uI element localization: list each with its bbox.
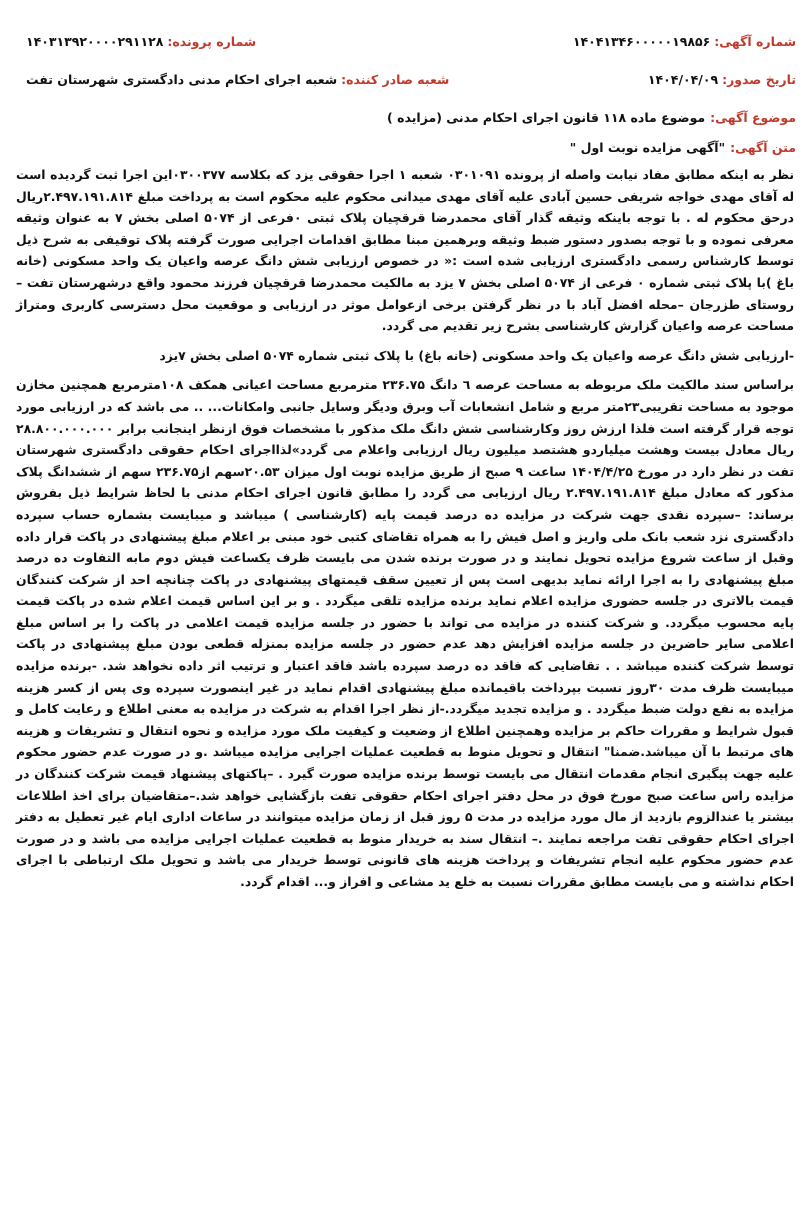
notice-paragraph-intro: نظر به اینکه مطابق مفاد نیابت واصله از پرونده ۰۳۰۱۰۹۱ شعبه ۱ اجرا حقوقی یزد که بکلاسه ۰۳۰۰۳۷۷این اجرا ثبت گردیده است له آقای مهدی خواجه شریفی حسین آبادی علیه آقای مهدی میدانی محکوم علیه محکوم است به پرداخت مبلغ ۲.۴۹۷.۱۹۱.۸۱۴ریال درحق محکوم له . با توجه باینکه وثیقه گذار آقای محمدرضا قرقچیان پلاک ثبتی ۰فرعی از ۵۰۷۴ اصلی بخش ۷ به عنوان وثیقه معرفی نموده و با توجه بصدور دستور ضبط وثیقه وبرهمین مبنا مطابق اقدامات اجرایی صورت گرفته پلاک توقیفی به شرح ذیل توسط کارشناس رسمی دادگستری ارزیابی شده است :« در خصوص ارزیابی شش دانگ عرصه واعیان یک واحد مسکونی (خانه باغ )با پلاک ثبتی شماره ۰ فرعی از ۵۰۷۴ اصلی بخش ۷ یزد به مالکیت محمدرضا قرقچیان فرزند محمود واقع درشهرستان تفت –روستای طزرجان –محله افضل آباد با در نظر گرفتن برخی ازعوامل موثر در ارزیابی و موقعیت محل دسترسی کاربری ومتراژ مساحت عرصه واعیان گزارش کارشناسی بشرح زیر تقدیم می گردد. (16, 167, 794, 334)
issuer (12, 72, 449, 87)
issue-date-value: ۱۴۰۴/۰۴/۰۹ (647, 71, 719, 87)
notice-text-heading-row (12, 132, 796, 162)
notice-number-value: ۱۴۰۴۱۳۴۶۰۰۰۰۰۱۹۸۵۶ (572, 33, 711, 49)
notice-text-heading: "آگهی مزایده نوبت اول " (569, 139, 726, 155)
notice-body (12, 164, 796, 893)
issue-date (648, 72, 796, 87)
notice-paragraph-terms: براساس سند مالکیت ملک مربوطه به مساحت عرصه ٦ دانگ ۲۳۶.۷۵ مترمربع مساحت اعیانی همکف ۱۰۸مترمربع همچنین مخازن موجود به مساحت تقریبی۲۳متر مربع و شامل انشعابات آب وبرق ودیگر وسایل جانبی وامکانات... .. می باشد که در ارزیابی مورد توجه قرار گرفته است فلذا ارزش روز وکارشناسی شش دانگ ملک مذکور با مشخصات فوق ازنظر اینجانب برابر ۲۸.۸۰۰.۰۰۰.۰۰۰ ریال معادل بیست وهشت میلیاردو هشتصد میلیون ریال ارزیابی واعلام می گردد»لذااجرای احکام حقوقی دادگستری شهرستان تفت در نظر دارد در مورخ ۱۴۰۴/۴/۲۵ ساعت ۹ صبح از طریق مزایده نوبت اول میزان ۲۰.۵۳سهم از۲۳۶.۷۵ سهم از ششدانگ پلاک مذکور که معادل مبلغ ۲.۴۹۷.۱۹۱.۸۱۴ ریال ارزیابی می گردد را مطابق قانون اجرای احکام مدنی با لحاظ شرایط ذیل بفروش برساند: –سپرده نقدی جهت شرکت در مزایده ده درصد قیمت پایه (کارشناسی ) میباشد و میبایست بشماره حساب سپرده دادگستری نزد شعب بانک ملی واریز و اصل فیش را به همراه تقاضای کتبی خود مبنی بر اعلام مبلغ پیشنهادی در پاکت قرار داده وقبل از ساعت شروع مزایده تحویل نمایند و در صورت برنده شدن می بایست ظرف یکساعت فیش دوم مابه التفاوت ده درصد مبلغ پیشنهادی را به اجرا ارائه نماید بدیهی است پس از تعیین سقف قیمتهای پیشنهادی در پاکت چنانچه احد از شرکت کنندگان قیمت بالاتری در جلسه حضوری مزایده اعلام نماید برنده مزایده تلقی میگردد . و بر این اساس قیمت اعلام شده در پاکت قیمت پایه محسوب میگردد. و شرکت کننده در مزایده می تواند با حضور در جلسه مزایده قیمت اعلامی در پاکت را بر اساس مبلغ اعلامی سایر حاضرین در جلسه مزایده افزایش دهد عدم حضور در جلسه مزایده بمنزله قطعی بودن مبلغ پیشنهادی در پاکت توسط شرکت کننده میباشد . . تقاضایی که فاقد ده درصد سپرده باشد فاقد اعتبار و ترتیب اثر داده نخواهد شد. -برنده مزایده میبایست ظرف مدت ۳۰روز نسبت بپرداخت باقیمانده مبلغ پیشنهادی اقدام نماید در غیر اینصورت سپرده وی پس از کسر هزینه مزایده به نفع دولت ضبط میگردد . و مزایده تجدید میگردد.-از نظر اجرا اقدام به شرکت در مزایده به معنی اطلاع و رعایت کامل و قبول شرایط و مقررات حاکم بر مزایده وهمچنین اطلاع از وضعیت و کیفیت ملک مورد مزایده و نحوه انتقال و تشریفات و هزینه های مرتبط با آن میباشد.ضمنا" انتقال و تحویل منوط به قطعیت عملیات اجرایی مزایده میباشد .و در صورت عدم حضور محکوم علیه جهت پیگیری انجام مقدمات انتقال می بایست توسط برنده مزایده صورت گیرد . –پاکتهای پیشنهاد قیمت شرکت کنندگان در مزایده راس ساعت صبح مورخ فوق در محل دفتر اجرای احکام حقوقی تفت بازگشایی خواهد شد.–متقاضیان برای اخذ اطلاعات بیشتر یا عندالزوم بازدید از مال مورد مزایده در مدت ۵ روز قبل از زمان مزایده میتوانند در ساعات اداری ایام غیر تعطیل به دفتر اجرای احکام حقوقی تفت مراجعه نمایند .– انتقال سند به خریدار منوط به قطعیت عملیات اجرایی مزایده می باشد و در صورت عدم حضور محکوم علیه انجام تشریفات و پرداخت هزینه های قانونی توسط خریدار می باشد و تحویل ملک ارتباطی با اجرای احکام نداشته و می بایست مطابق مقررات نسبت به خلع ید مشاعی و افراز و... اقدام گردد. (16, 377, 795, 889)
issuer-value: شعبه اجرای احکام مدنی دادگستری شهرستان تفت (26, 71, 338, 87)
notice-paragraph-valuation-title: -ارزیابی شش دانگ عرصه واعیان یک واحد مسکونی (خانه باغ) با پلاک ثبتی شماره ۵۰۷۴ اصلی بخش ۷یزد (159, 347, 794, 363)
case-number-value: ۱۴۰۳۱۳۹۲۰۰۰۰۲۹۱۱۲۸ (26, 33, 164, 49)
header-row-1 (12, 26, 796, 56)
case-number-label: شماره پرونده: (167, 33, 257, 49)
issue-date-label: تاریخ صدور: (722, 71, 796, 87)
subject-row (12, 102, 796, 132)
header-row-2 (12, 64, 796, 94)
notice-text-label: متن آگهی: (730, 139, 796, 155)
notice-number (573, 34, 796, 49)
issuer-label: شعبه صادر کننده: (341, 71, 450, 87)
subject-value: موضوع ماده ۱۱۸ قانون اجرای احکام مدنی (مزایده ) (387, 109, 706, 125)
case-number (12, 34, 256, 49)
notice-number-label: شماره آگهی: (714, 33, 796, 49)
subject-label: موضوع آگهی: (710, 109, 796, 125)
